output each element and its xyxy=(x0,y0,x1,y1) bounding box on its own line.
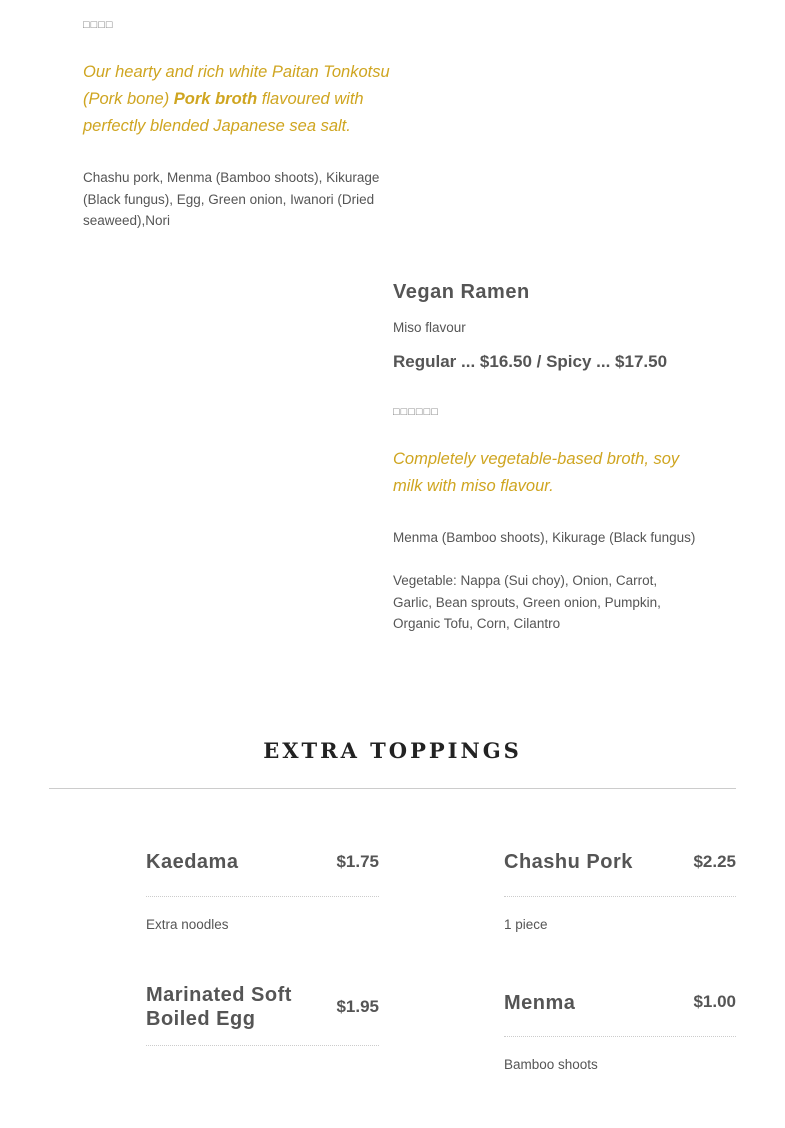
tonkotsu-tagline-pre: Our hearty and rich white Paitan Tonkotsu (Pork bone) xyxy=(83,63,390,108)
topping-divider xyxy=(504,896,736,897)
vegan-ingredients: Menma (Bamboo shoots), Kikurage (Black fungus) xyxy=(393,530,696,545)
topping-divider xyxy=(146,896,379,897)
tonkotsu-japanese-name: □□□□ xyxy=(83,19,114,31)
vegan-ramen-title: Vegan Ramen xyxy=(393,281,530,303)
topping-price: $1.75 xyxy=(336,852,379,871)
topping-name: Menma xyxy=(504,992,576,1014)
topping-price: $1.00 xyxy=(693,992,736,1011)
extra-toppings-heading: EXTRA TOPPINGS xyxy=(263,738,522,763)
tonkotsu-tagline xyxy=(83,59,395,140)
topping-name: Kaedama xyxy=(146,851,239,873)
topping-price: $1.95 xyxy=(336,997,379,1016)
topping-name: Marinated Soft Boiled Egg xyxy=(146,984,292,1030)
vegan-ramen-price: Regular ... $16.50 / Spicy ... $17.50 xyxy=(393,352,668,371)
tonkotsu-ingredients: Chashu pork, Menma (Bamboo shoots), Kikurage (Black fungus), Egg, Green onion, Iwanori (Dried seaweed),Nori xyxy=(83,170,380,228)
topping-price: $2.25 xyxy=(693,852,736,871)
topping-divider xyxy=(504,1036,736,1037)
topping-divider xyxy=(146,1045,379,1046)
vegan-vegetables: Vegetable: Nappa (Sui choy), Onion, Carrot, Garlic, Bean sprouts, Green onion, Pumpkin, Organic Tofu, Corn, Cilantro xyxy=(393,573,661,631)
topping-description: Bamboo shoots xyxy=(504,1057,598,1072)
topping-name: Chashu Pork xyxy=(504,851,633,873)
topping-description: 1 piece xyxy=(504,917,548,932)
vegan-japanese-name: □□□□□□ xyxy=(393,406,439,418)
vegan-ramen-flavour: Miso flavour xyxy=(393,320,466,335)
topping-description: Extra noodles xyxy=(146,917,229,932)
tonkotsu-tagline-post: flavoured with perfectly blended Japanese sea salt. xyxy=(83,90,364,135)
tonkotsu-tagline-bold: Pork broth xyxy=(173,90,258,108)
section-divider xyxy=(49,788,736,789)
vegan-tagline: Completely vegetable-based broth, soy milk with miso flavour. xyxy=(393,450,680,495)
